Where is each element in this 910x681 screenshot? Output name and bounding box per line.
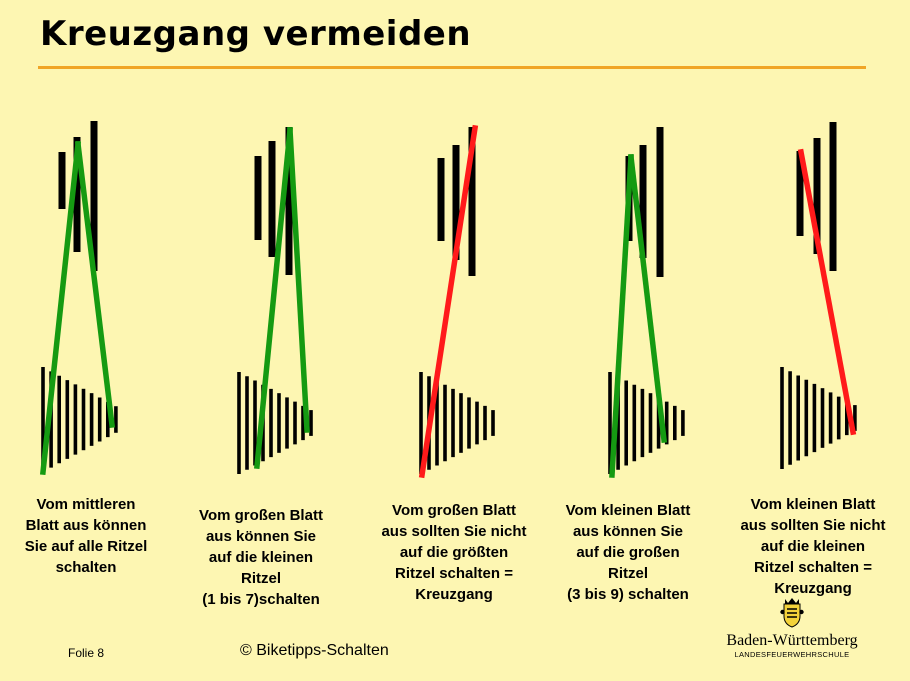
caption-line: Ritzel xyxy=(240,570,281,587)
diagram-caption xyxy=(364,500,544,605)
caption-line: aus sollten Sie nicht xyxy=(740,517,886,534)
caption-line: Vom kleinen Blatt xyxy=(750,496,876,513)
caption-line: Ritzel schalten = xyxy=(754,559,872,576)
caption-line: auf die großen xyxy=(576,544,680,561)
chain-line-ok xyxy=(612,157,631,475)
chain-line-cross xyxy=(422,128,475,475)
caption-line: aus können Sie xyxy=(572,523,684,540)
caption-line: Vom kleinen Blatt xyxy=(565,502,691,519)
diagram-caption xyxy=(0,494,176,578)
caption-line: Ritzel xyxy=(607,565,648,582)
brand-logo xyxy=(712,596,872,659)
diagram-caption xyxy=(723,494,903,599)
diagram-caption xyxy=(171,505,351,610)
caption-line: Vom großen Blatt xyxy=(392,502,516,519)
caption-line: aus sollten Sie nicht xyxy=(381,523,527,540)
chain-line-cross xyxy=(801,152,853,432)
caption-line: auf die kleinen xyxy=(760,538,866,555)
copyright-note: © Biketipps-Schalten xyxy=(240,642,389,659)
page-title: Kreuzgang vermeiden xyxy=(40,14,472,54)
slide-number: Folie 8 xyxy=(68,646,105,660)
brand-subtitle: LANDESFEUERWEHRSCHULE xyxy=(734,650,850,659)
caption-line: Kreuzgang xyxy=(774,580,852,597)
diagram-caption xyxy=(538,500,718,605)
caption-line: Sie auf alle Ritzel xyxy=(24,538,148,555)
caption-line: Ritzel schalten = xyxy=(395,565,513,582)
caption-line: auf die größten xyxy=(399,544,509,561)
caption-line: Kreuzgang xyxy=(415,586,493,603)
caption-line: Vom mittleren xyxy=(36,496,136,513)
coat-of-arms-icon xyxy=(780,596,804,628)
caption-line: Vom großen Blatt xyxy=(199,507,323,524)
caption-line: schalten xyxy=(55,559,117,576)
chain-line-ok xyxy=(290,130,307,430)
caption-line: (1 bis 7)schalten xyxy=(202,591,320,608)
caption-line: aus können Sie xyxy=(205,528,317,545)
brand-name: Baden-Württemberg xyxy=(726,632,858,649)
caption-line: auf die kleinen xyxy=(208,549,314,566)
caption-line: (3 bis 9) schalten xyxy=(567,586,689,603)
caption-line: Blatt aus können xyxy=(25,517,147,534)
